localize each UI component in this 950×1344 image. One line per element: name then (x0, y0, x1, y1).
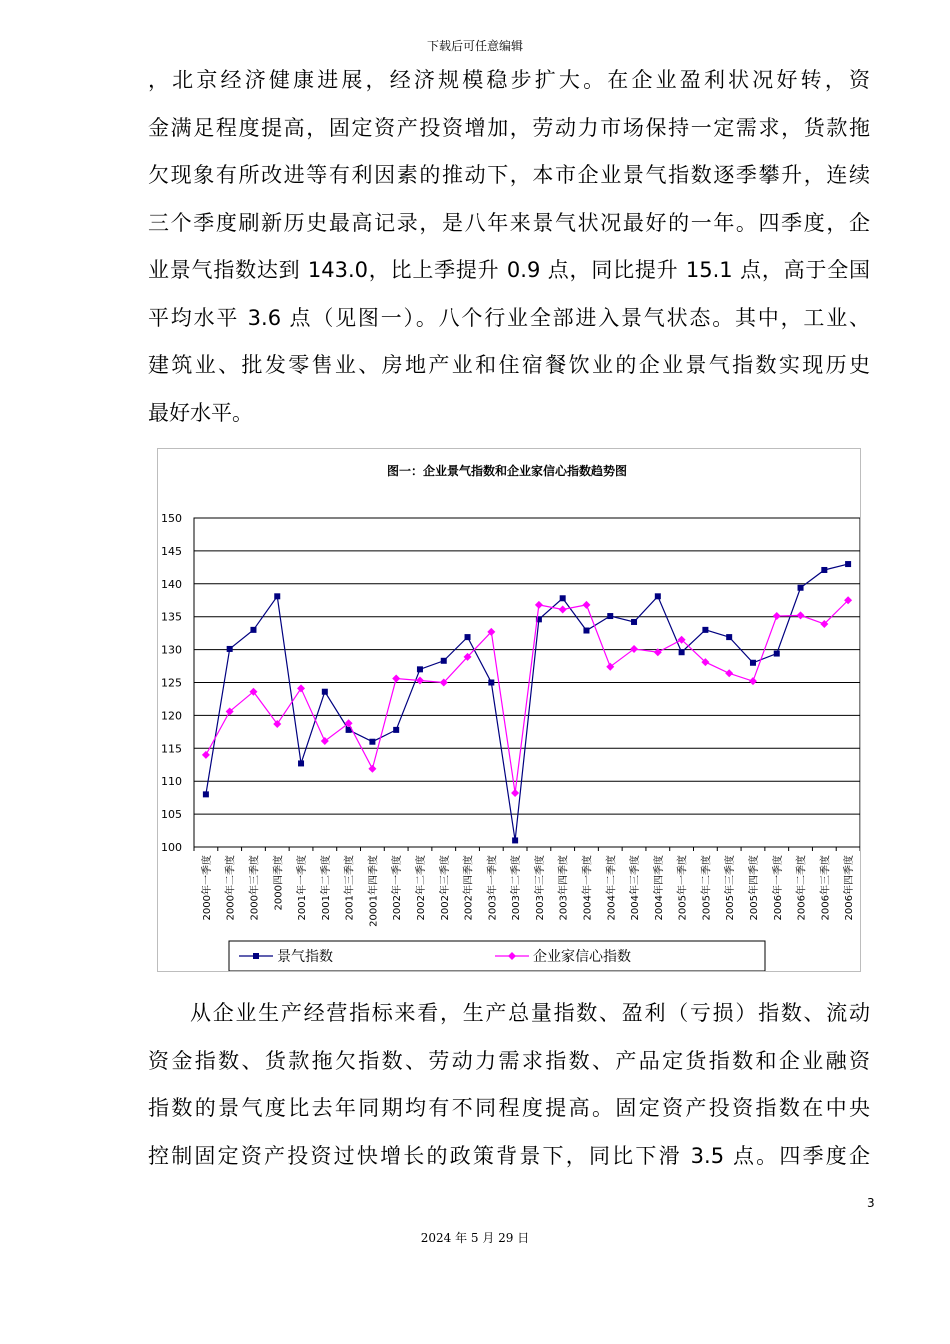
y-tick-label: 115 (161, 742, 182, 756)
data-point-square (274, 593, 280, 599)
paragraph-line: 控制固定资产投资过快增长的政策背景下，同比下滑 3.5 点。四季度企 (148, 1143, 870, 1168)
x-tick-label: 2003年一季度 (487, 855, 499, 921)
data-point-square (203, 791, 209, 797)
page-number: 3 (867, 1196, 875, 1210)
data-point-square (560, 595, 566, 601)
x-tick-label: 2005年三季度 (725, 855, 737, 921)
x-tick-label: 2003年二季度 (511, 855, 523, 921)
data-point-square (441, 658, 447, 664)
x-tick-label: 2002年一季度 (392, 855, 404, 921)
x-tick-label: 2004年三季度 (630, 855, 642, 921)
paragraph-line: 平均水平 3.6 点（见图一）。八个行业全部进入景气状态。其中，工业、 (148, 305, 870, 330)
paragraph-line: 欠现象有所改进等有利因素的推动下，本市企业景气指数逐季攀升，连续 (148, 163, 870, 187)
paragraph-line: 业景气指数达到 143.0，比上季提升 0.9 点，同比提升 15.1 点，高于全国 (148, 258, 870, 282)
paragraph-2 (148, 990, 870, 1180)
paragraph-line: 最好水平。 (148, 400, 253, 425)
data-point-square (298, 760, 304, 766)
y-tick-label: 135 (161, 610, 182, 624)
x-tick-label: 2003年三季度 (534, 855, 546, 921)
data-point-square (583, 628, 589, 634)
data-point-square (679, 649, 685, 655)
y-tick-label: 125 (161, 676, 182, 690)
x-tick-label: 2001年三季度 (344, 855, 356, 921)
data-point-square (845, 561, 851, 567)
legend-marker-square (253, 953, 259, 959)
y-tick-label: 130 (161, 643, 182, 657)
x-tick-label: 2002年三季度 (439, 855, 451, 921)
data-point-square (227, 646, 233, 652)
y-tick-label: 120 (161, 709, 182, 723)
trend-chart (158, 449, 860, 971)
x-tick-label: 2004年二季度 (606, 855, 618, 921)
chart-title: 图一：企业景气指数和企业家信心指数趋势图 (386, 464, 628, 478)
page-header: 下载后可任意编辑 (426, 39, 523, 53)
paragraph-line: 三个季度刷新历史最高记录，是八年来景气状况最好的一年。四季度，企 (148, 210, 870, 235)
x-tick-label: 2004年四季度 (653, 855, 665, 921)
x-tick-label: 2001年一季度 (297, 855, 309, 921)
x-tick-label: 2006年二季度 (796, 855, 808, 921)
data-point-square (655, 593, 661, 599)
x-tick-label: 2000年三季度 (249, 855, 261, 921)
paragraph-line: 指数的景气度比去年同期均有不同程度提高。固定资产投资指数在中央 (148, 1096, 870, 1120)
y-tick-label: 100 (161, 841, 182, 854)
x-tick-label: 2005年二季度 (701, 855, 713, 921)
data-point-square (417, 666, 423, 672)
paragraph-1 (148, 57, 870, 437)
legend-label-1: 景气指数 (277, 949, 333, 965)
x-tick-label: 2000年一季度 (201, 855, 213, 921)
x-tick-label: 2004年一季度 (582, 855, 594, 921)
x-tick-label: 2000四季度 (273, 855, 285, 911)
data-point-square (393, 727, 399, 733)
data-point-square (488, 680, 494, 686)
data-point-square (821, 567, 827, 573)
data-point-square (774, 651, 780, 657)
paragraph-line: ，北京经济健康进展，经济规模稳步扩大。在企业盈利状况好转，资 (148, 68, 870, 92)
x-tick-label: 20001年四季度 (368, 855, 380, 927)
x-tick-label: 2001年二季度 (320, 855, 332, 921)
x-tick-label: 2006年一季度 (772, 855, 784, 921)
x-tick-label: 2002年四季度 (463, 855, 475, 921)
paragraph-line: 资金指数、货款拖欠指数、劳动力需求指数、产品定货指数和企业融资 (148, 1048, 870, 1073)
paragraph-line: 建筑业、批发零售业、房地产业和住宿餐饮业的企业景气指数实现历史 (148, 353, 870, 377)
y-tick-label: 110 (161, 775, 182, 789)
data-point-square (369, 739, 375, 745)
data-point-square (512, 837, 518, 843)
paragraph-line: 金满足程度提高，固定资产投资增加，劳动力市场保持一定需求，货款拖 (148, 115, 870, 140)
x-tick-label: 2006年三季度 (820, 855, 832, 921)
chart-figure (157, 448, 861, 972)
x-tick-label: 2000年二季度 (225, 855, 237, 921)
data-point-square (465, 634, 471, 640)
legend-label-2: 企业家信心指数 (533, 949, 631, 965)
x-tick-label: 2003年四季度 (558, 855, 570, 921)
x-tick-label: 2005年一季度 (677, 855, 689, 921)
data-point-square (750, 660, 756, 666)
data-point-square (250, 627, 256, 633)
y-tick-label: 150 (161, 512, 182, 525)
data-point-square (322, 689, 328, 695)
x-tick-label: 2002年二季度 (415, 855, 427, 921)
data-point-square (726, 634, 732, 640)
x-tick-label: 2006年四季度 (844, 855, 856, 921)
data-point-square (702, 627, 708, 633)
x-tick-label: 2005年四季度 (748, 855, 760, 921)
data-point-square (607, 613, 613, 619)
page-footer-date: 2024 年 5 月 29 日 (420, 1231, 530, 1245)
y-tick-label: 140 (161, 577, 182, 591)
data-point-square (798, 585, 804, 591)
y-tick-label: 105 (161, 808, 182, 822)
y-tick-label: 145 (161, 544, 182, 558)
data-point-square (631, 619, 637, 625)
paragraph-line: 从企业生产经营指标来看，生产总量指数、盈利（亏损）指数、流动 (190, 1001, 870, 1025)
